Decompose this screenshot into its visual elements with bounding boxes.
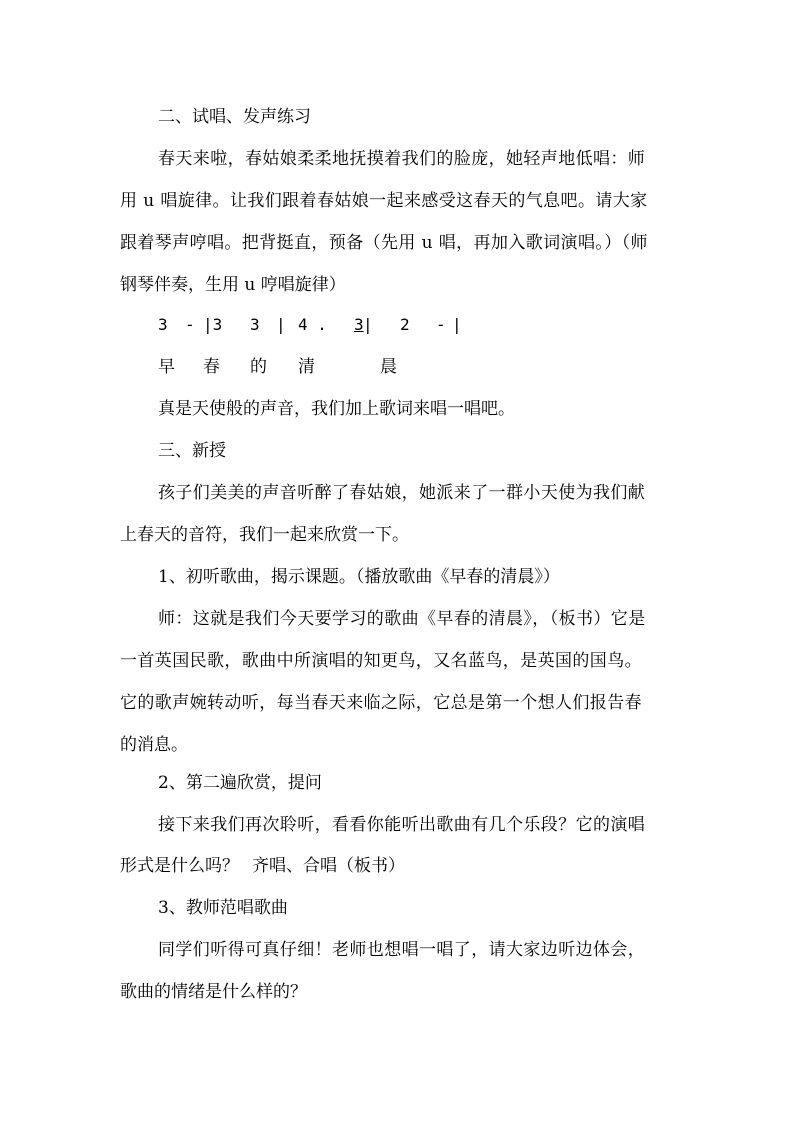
paragraph-line: 接下来我们再次聆听，看看你能听出歌曲有几个乐段？它的演唱 bbox=[158, 815, 646, 835]
lyric-word: 的 bbox=[250, 357, 267, 377]
barline: | bbox=[363, 315, 373, 334]
paragraph-line: 跟着琴声哼唱。把背挺直，预备（先用 u 唱，再加入歌词演唱。）（师 bbox=[120, 233, 648, 253]
section-heading-2: 二、试唱、发声练习 bbox=[158, 107, 311, 127]
lyric-word: 春 bbox=[203, 357, 220, 377]
paragraph-line: 歌曲的情绪是什么样的？ bbox=[120, 982, 307, 1002]
paragraph-line: 上春天的音符，我们一起来欣赏一下。 bbox=[120, 525, 409, 545]
dash: - bbox=[436, 315, 446, 334]
paragraph-line: 形式是什么吗？ bbox=[120, 856, 239, 876]
step-heading-2: 2、第二遍欣赏，提问 bbox=[158, 773, 322, 793]
note: 4 . bbox=[298, 315, 327, 334]
note-underlined: 3 bbox=[354, 315, 364, 334]
note: |3 bbox=[203, 315, 223, 334]
note: 2 bbox=[400, 315, 410, 334]
paragraph-line: 真是天使般的声音，我们加上歌词来唱一唱吧。 bbox=[158, 399, 515, 419]
paragraph-line: 一首英国民歌，歌曲中所演唱的知更鸟，又名蓝鸟，是英国的国鸟。 bbox=[120, 651, 642, 671]
dash: - bbox=[185, 315, 195, 334]
paragraph-line: 钢琴伴奏，生用 u 哼唱旋律） bbox=[120, 275, 346, 295]
lyrics-line bbox=[158, 356, 458, 378]
paragraph-line: 齐唱、合唱（板书） bbox=[252, 856, 405, 876]
paragraph-line: 孩子们美美的声音听醉了春姑娘，她派来了一群小天使为我们献 bbox=[158, 483, 646, 503]
paragraph-line: 春天来啦，春姑娘柔柔地抚摸着我们的脸庞，她轻声地低唱：师 bbox=[158, 149, 646, 169]
note: 3 bbox=[158, 315, 168, 334]
paragraph-line: 同学们听得可真仔细！老师也想唱一唱了，请大家边听边体会， bbox=[158, 940, 646, 960]
barline: | bbox=[276, 315, 286, 334]
paragraph-line: 师：这就是我们今天要学习的歌曲《早春的清晨》，（板书）它是 bbox=[158, 609, 646, 629]
note: 3 bbox=[250, 315, 260, 334]
paragraph-line: 用 u 唱旋律。让我们跟着春姑娘一起来感受这春天的气息吧。请大家 bbox=[120, 191, 648, 211]
step-heading-1: 1、初听歌曲，揭示课题。（播放歌曲《早春的清晨》） bbox=[158, 567, 560, 587]
step-heading-3: 3、教师范唱歌曲 bbox=[158, 898, 288, 918]
paragraph-line: 它的歌声婉转动听，每当春天来临之际，它总是第一个想人们报告春 bbox=[120, 693, 642, 713]
section-heading-3: 三、新授 bbox=[158, 441, 226, 461]
barline: | bbox=[452, 315, 462, 334]
lyric-word: 早 bbox=[158, 357, 175, 377]
lyric-word: 晨 bbox=[380, 357, 397, 377]
paragraph-line: 的消息。 bbox=[120, 735, 188, 755]
lyric-word: 清 bbox=[298, 357, 315, 377]
